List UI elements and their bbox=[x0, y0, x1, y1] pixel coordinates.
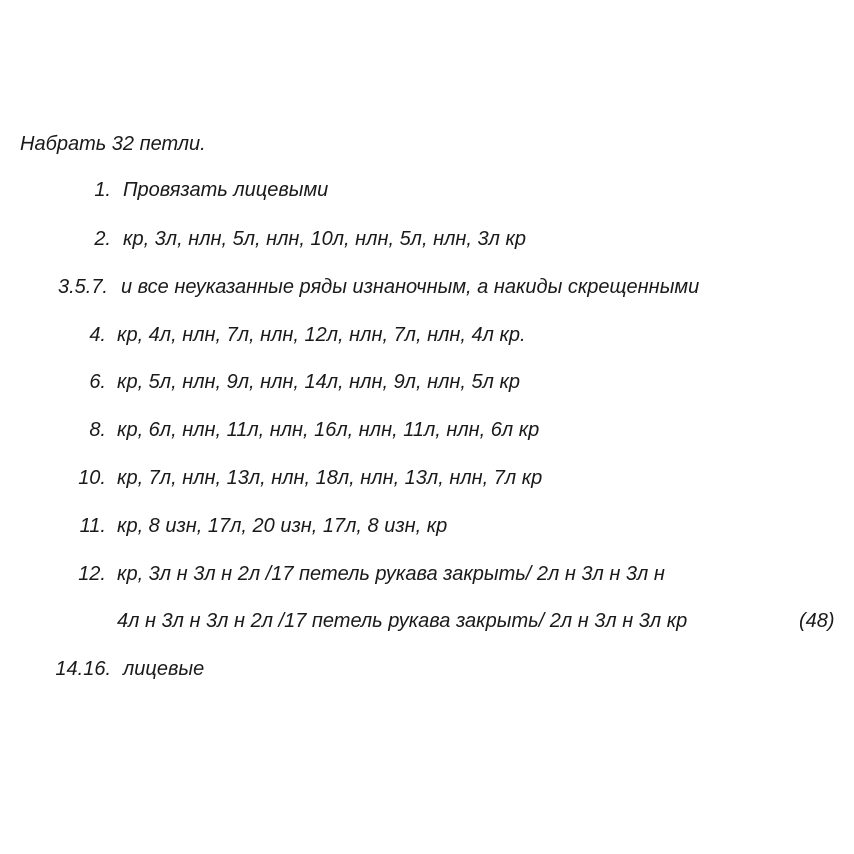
row-number: 3.5.7. bbox=[57, 276, 108, 298]
row-text: кр, 6л, нлн, 11л, нлн, 16л, нлн, 11л, нлн, 6л кр bbox=[117, 419, 540, 441]
row-number: 4. bbox=[89, 324, 106, 346]
row-text: и все неуказанные ряды изнаночным, а накиды скрещенными bbox=[121, 276, 700, 298]
row-text: кр, 5л, нлн, 9л, нлн, 14л, нлн, 9л, нлн, 5л кр bbox=[117, 371, 521, 393]
intro-line: Набрать 32 петли. bbox=[20, 133, 206, 155]
row-number: 10. bbox=[78, 467, 106, 489]
row-text: кр, 3л, нлн, 5л, нлн, 10л, нлн, 5л, нлн, 3л кр bbox=[123, 228, 527, 250]
row-text: кр, 7л, нлн, 13л, нлн, 18л, нлн, 13л, нлн, 7л кр bbox=[117, 467, 543, 489]
row-number: 12. bbox=[78, 563, 106, 585]
row-text: лицевые bbox=[123, 658, 205, 680]
row-continuation-text: 4л н 3л н 3л н 2л /17 петель рукава закрыть/ 2л н 3л н 3л кр bbox=[117, 610, 688, 632]
row-number: 14.16. bbox=[55, 658, 111, 680]
row-number: 6. bbox=[89, 371, 106, 393]
row-text: Провязать лицевыми bbox=[123, 179, 329, 201]
row-text: кр, 8 изн, 17л, 20 изн, 17л, 8 изн, кр bbox=[117, 515, 448, 537]
row-number: 2. bbox=[94, 228, 111, 250]
row-number: 1. bbox=[94, 179, 111, 201]
stitch-count-label: (48) bbox=[799, 610, 835, 632]
row-number: 11. bbox=[79, 515, 106, 537]
row-number: 8. bbox=[89, 419, 106, 441]
row-text: кр, 3л н 3л н 2л /17 петель рукава закрыть/ 2л н 3л н 3л н bbox=[117, 563, 665, 585]
row-text: кр, 4л, нлн, 7л, нлн, 12л, нлн, 7л, нлн, 4л кр. bbox=[117, 324, 526, 346]
